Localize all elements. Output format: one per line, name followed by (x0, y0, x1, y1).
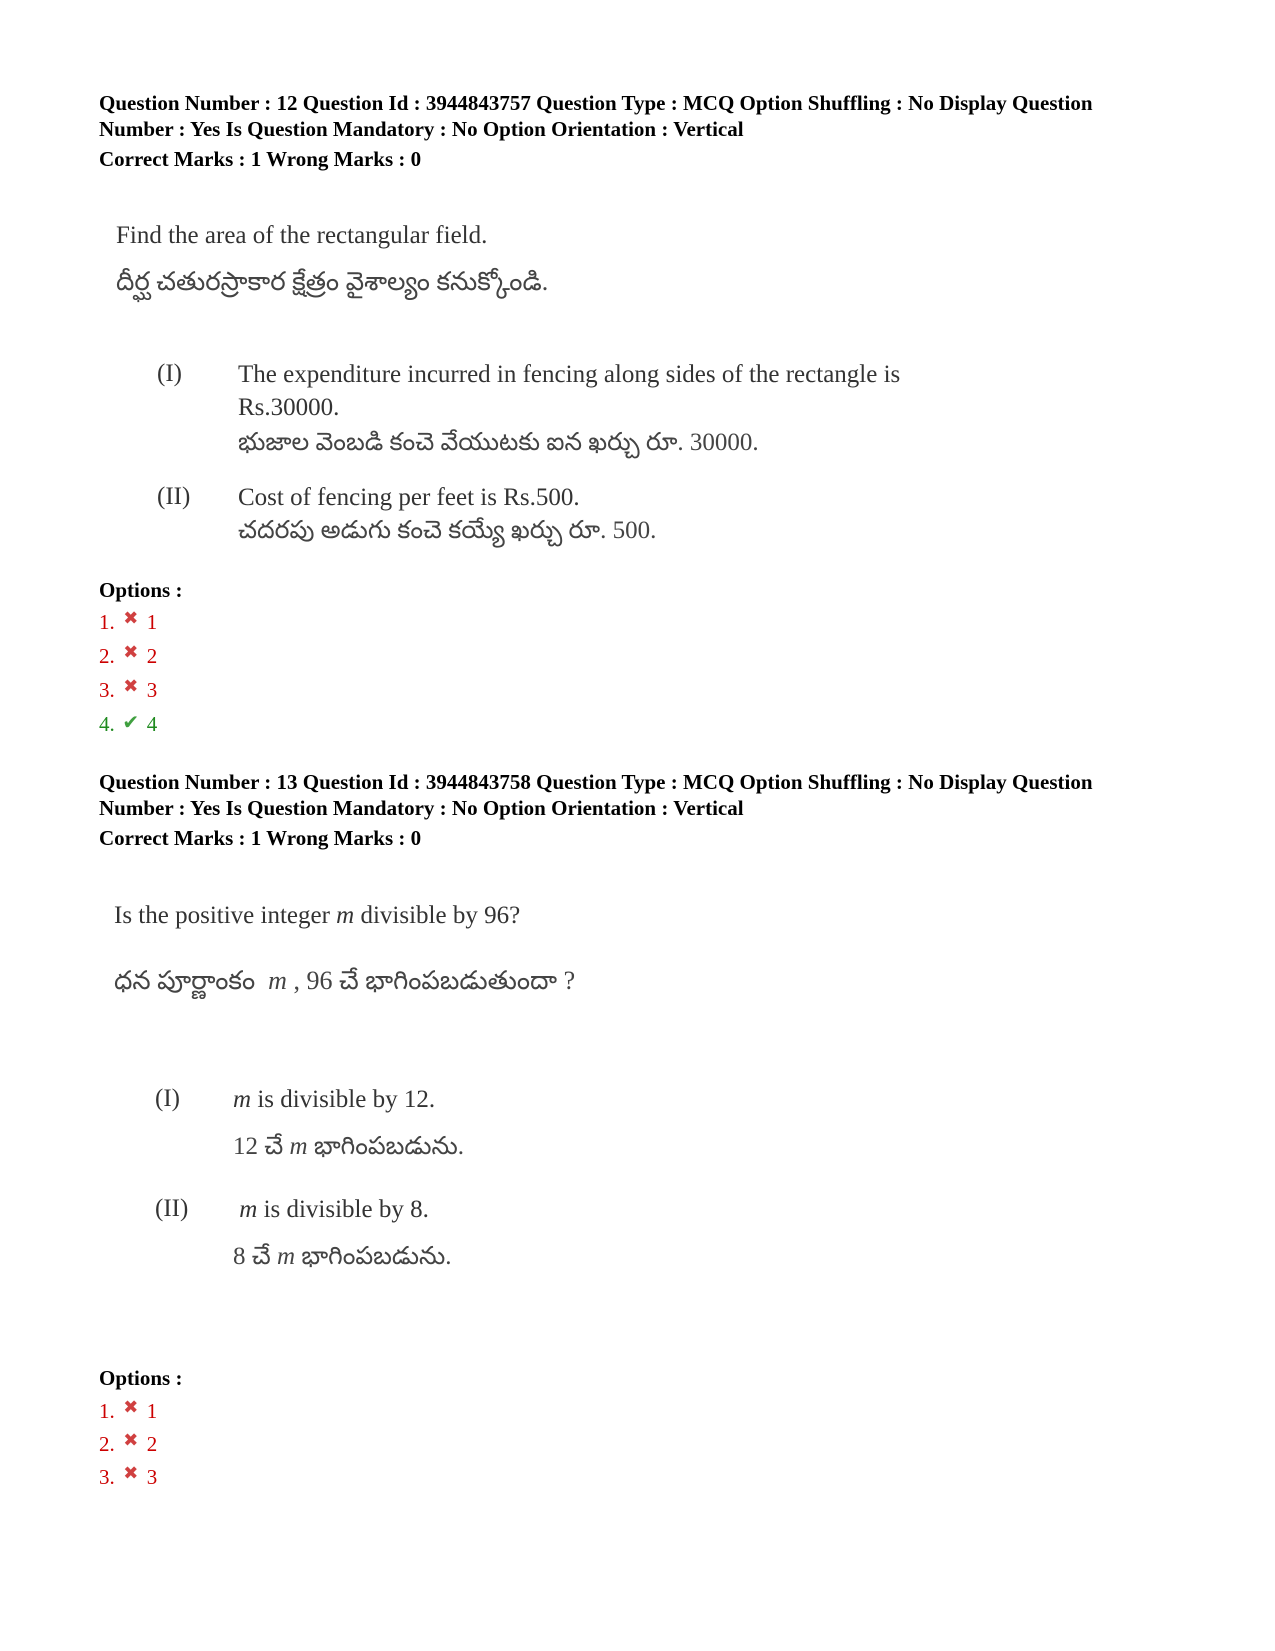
question-12-statement-1 (238, 358, 900, 459)
statement-telugu (233, 1130, 464, 1163)
statement-telugu: భుజాల వెంబడి కంచె వేయుటకు ఐన ఖర్చు రూ. 30000. (238, 429, 759, 456)
option-3[interactable] (99, 1465, 157, 1490)
variable-m: m (239, 1196, 258, 1223)
option-number: 3. (99, 678, 115, 702)
meta-line: Number : Yes Is Question Mandatory : No Option Orientation : Vertical (99, 796, 744, 820)
statement-english-cont: Rs.30000. (238, 394, 340, 421)
option-number: 1. (99, 610, 115, 634)
option-4-correct[interactable] (99, 712, 157, 737)
option-text: 1 (146, 1399, 158, 1423)
statement-label: (I) (157, 360, 182, 387)
statement-label: (II) (157, 483, 191, 510)
question-12-meta (99, 90, 1209, 142)
option-number: 4. (99, 712, 115, 736)
statement-text: 12 చే (233, 1133, 284, 1160)
option-number: 3. (99, 1465, 115, 1489)
options-heading: Options : (99, 578, 183, 602)
statement-telugu: చదరపు అడుగు కంచె కయ్యే ఖర్చు రూ. 500. (238, 517, 657, 544)
option-text: 2 (146, 1432, 158, 1456)
meta-line: Question Number : 13 Question Id : 3944843758 Question Type : MCQ Option Shuffling : No Display Question (99, 770, 1093, 794)
statement-english (233, 1193, 452, 1226)
cross-icon: ✖ (123, 1430, 139, 1450)
question-13-meta (99, 769, 1209, 821)
variable-m: m (233, 1086, 252, 1113)
cross-icon: ✖ (123, 642, 139, 662)
statement-text: is divisible by 8. (263, 1196, 429, 1223)
variable-m: m (289, 1133, 308, 1160)
option-2[interactable] (99, 1432, 157, 1457)
option-3[interactable] (99, 678, 157, 703)
option-text: 4 (146, 712, 158, 736)
variable-m: m (336, 902, 355, 929)
meta-line: Number : Yes Is Question Mandatory : No Option Orientation : Vertical (99, 117, 744, 141)
question-13-statement-1 (233, 1083, 464, 1163)
question-13-stem-english (114, 900, 520, 932)
question-13-stem-telugu (114, 965, 575, 997)
option-1[interactable] (99, 610, 157, 635)
variable-m: m (268, 966, 287, 995)
question-13-statement-2 (233, 1193, 452, 1273)
option-number: 1. (99, 1399, 115, 1423)
stem-text: ధన పూర్ణాంకం (114, 966, 256, 995)
option-2[interactable] (99, 644, 157, 669)
question-12-marks: Correct Marks : 1 Wrong Marks : 0 (99, 147, 422, 171)
statement-label: (I) (155, 1085, 180, 1112)
option-text: 1 (146, 610, 158, 634)
statement-text: భాగింపబడును. (301, 1243, 452, 1270)
stem-text: , 96 చే భాగింపబడుతుందా ? (293, 966, 576, 995)
option-text: 2 (146, 644, 158, 668)
statement-text: is divisible by 12. (257, 1086, 436, 1113)
question-12-stem-english: Find the area of the rectangular field. (116, 222, 488, 249)
statement-text: భాగింపబడును. (313, 1133, 465, 1160)
option-number: 2. (99, 644, 115, 668)
stem-text: divisible by 96? (360, 902, 521, 929)
statement-label: (II) (155, 1195, 189, 1222)
check-icon: ✔ (122, 712, 140, 734)
option-text: 3 (146, 1465, 158, 1489)
statement-telugu (233, 1240, 452, 1273)
variable-m: m (277, 1243, 296, 1270)
statement-english: The expenditure incurred in fencing along sides of the rectangle is (238, 361, 901, 388)
statement-english: Cost of fencing per feet is Rs.500. (238, 484, 580, 511)
option-1[interactable] (99, 1399, 157, 1424)
cross-icon: ✖ (123, 1463, 139, 1483)
question-12-statement-2 (238, 481, 656, 547)
options-heading: Options : (99, 1366, 183, 1390)
cross-icon: ✖ (123, 676, 139, 696)
cross-icon: ✖ (123, 1397, 139, 1417)
question-12-stem-telugu: దీర్ఘ చతురస్రాకార క్షేత్రం వైశాల్యం కనుక్కోండి. (116, 267, 549, 296)
cross-icon: ✖ (123, 608, 139, 628)
meta-line: Question Number : 12 Question Id : 3944843757 Question Type : MCQ Option Shuffling : No Display Question (99, 91, 1093, 115)
option-number: 2. (99, 1432, 115, 1456)
question-13-marks: Correct Marks : 1 Wrong Marks : 0 (99, 826, 422, 850)
stem-text: Is the positive integer (114, 902, 330, 929)
statement-english (233, 1083, 464, 1116)
statement-text: 8 చే (233, 1243, 271, 1270)
option-text: 3 (146, 678, 158, 702)
